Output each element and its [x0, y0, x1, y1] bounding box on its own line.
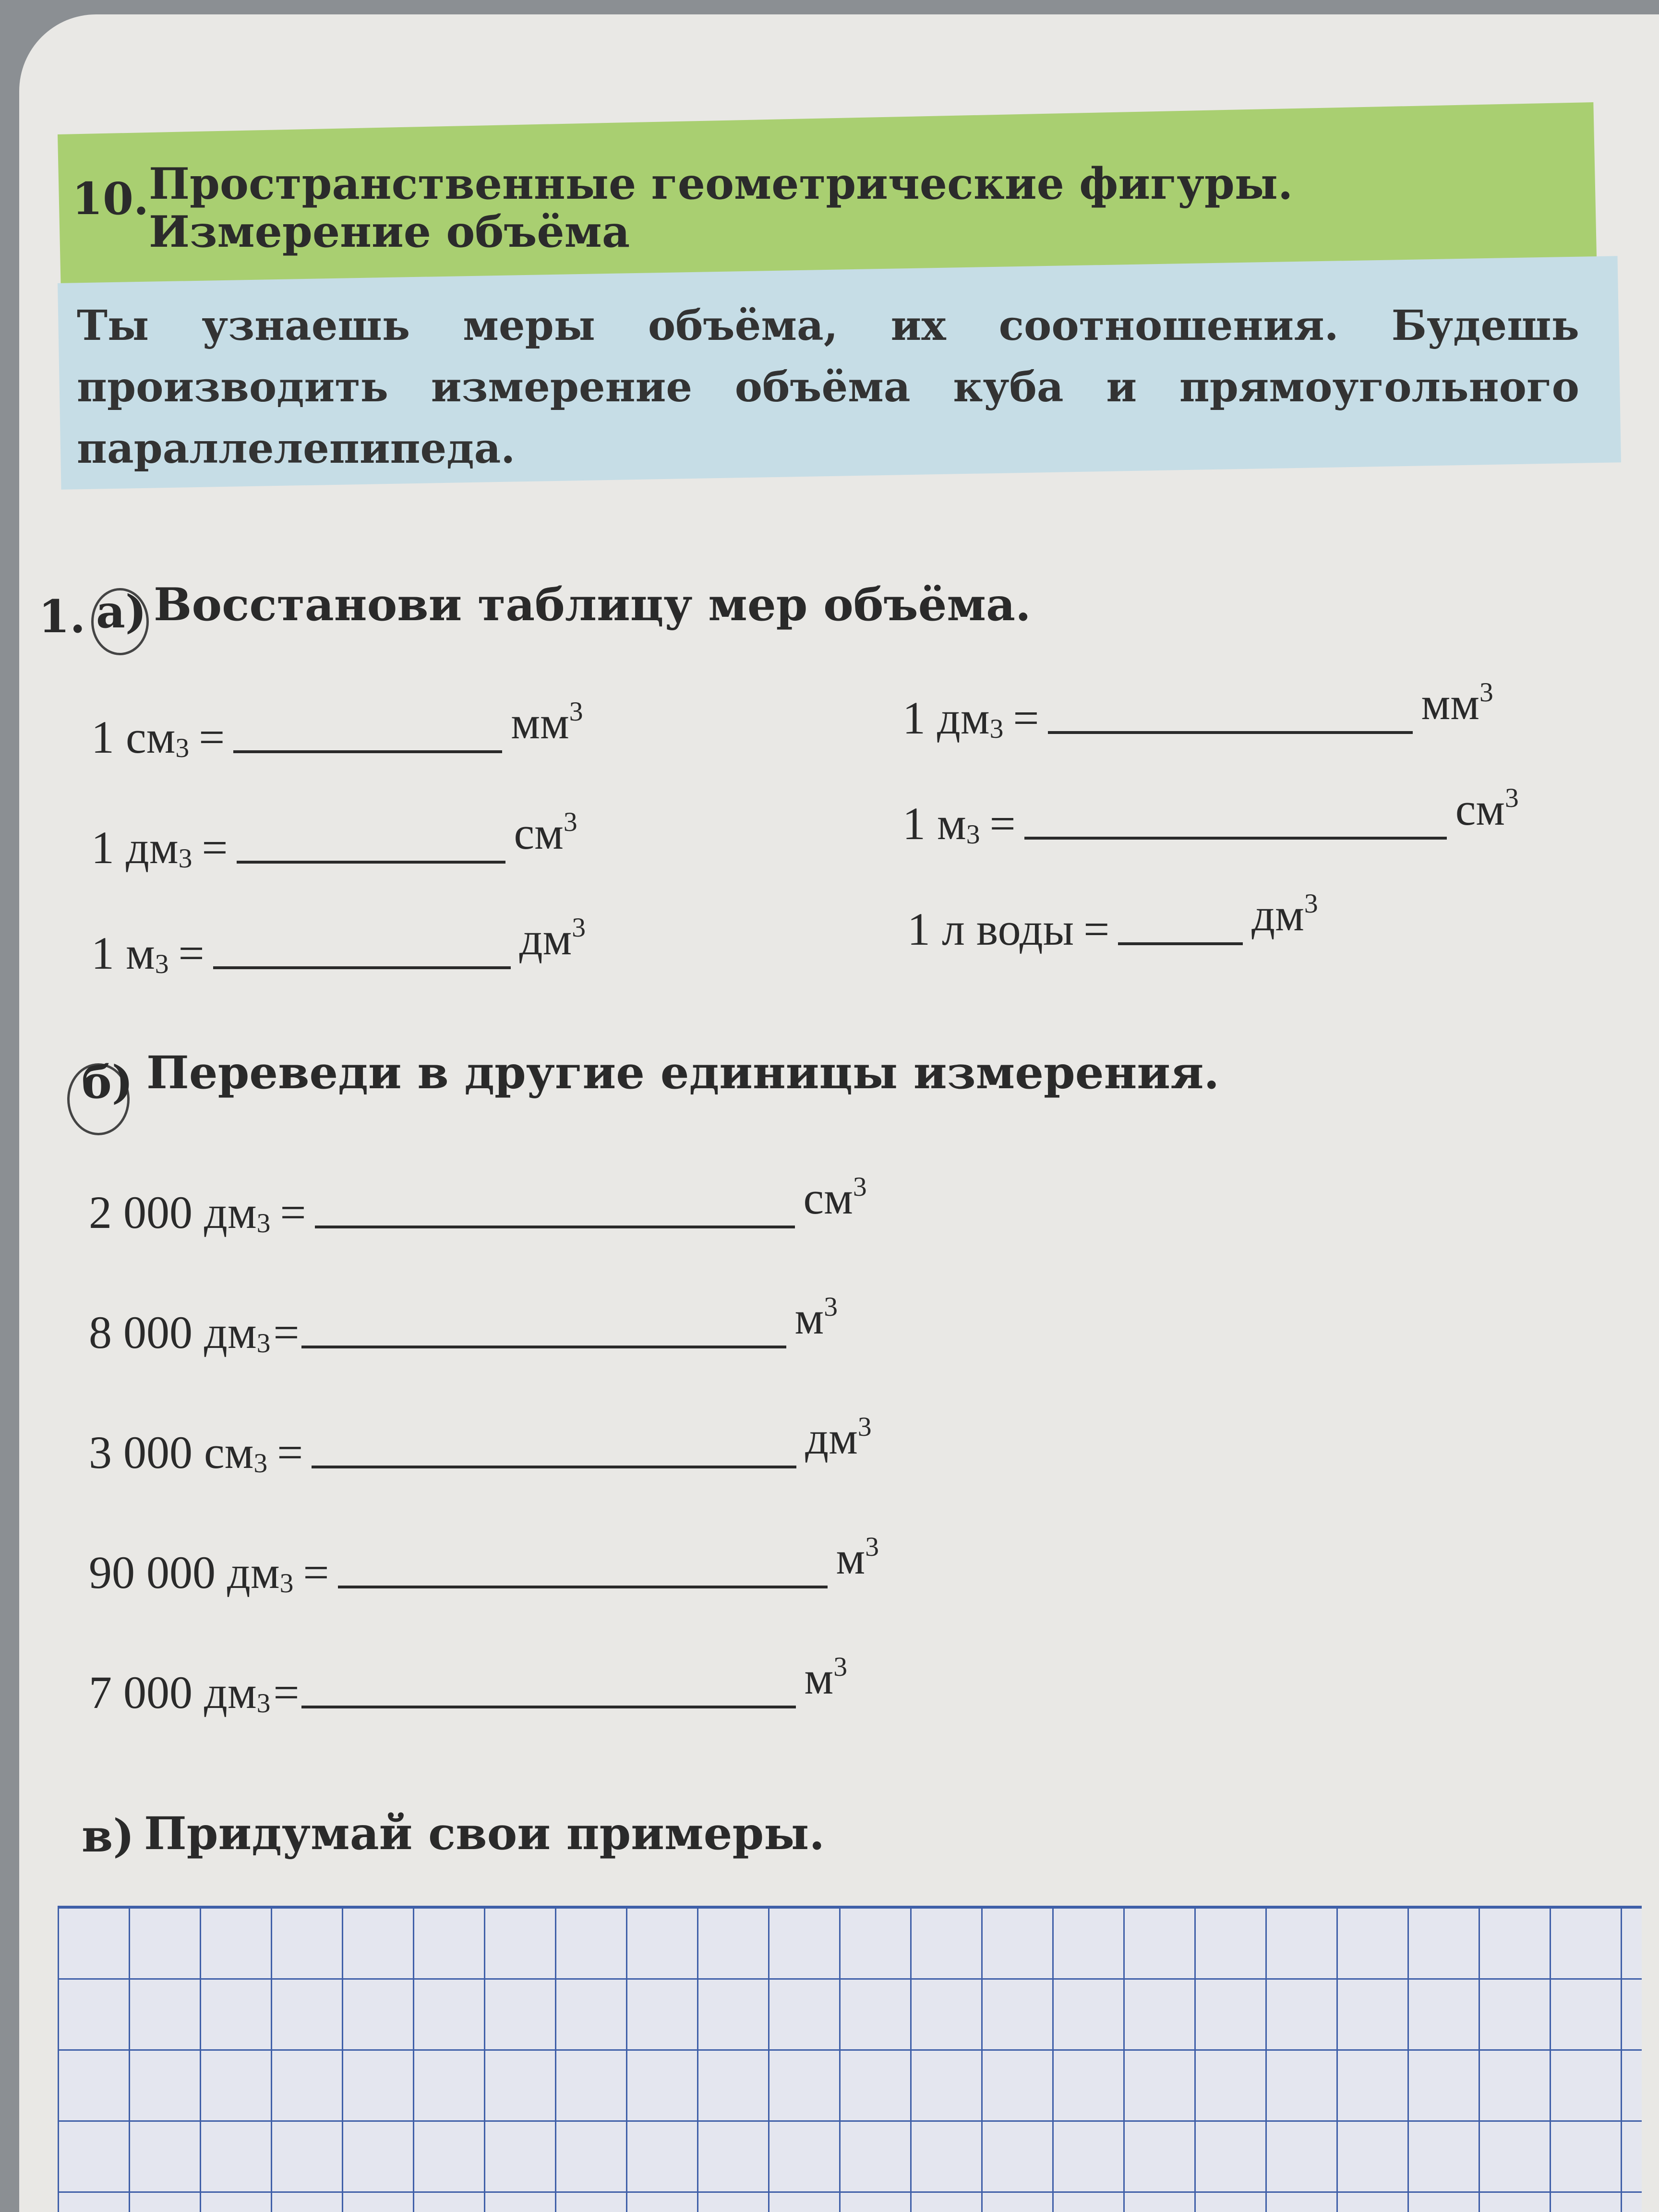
exponent: 3 — [178, 843, 192, 874]
squared-answer-grid[interactable] — [58, 1906, 1642, 2212]
equation-lhs: 1 м — [902, 798, 966, 849]
equation-lhs: 1 м — [91, 927, 155, 979]
lesson-title-line1: Пространственные геометрические фигуры. — [149, 158, 1293, 209]
equation-row — [89, 1652, 848, 1719]
equation-row — [89, 1172, 867, 1239]
unit-exponent: 3 — [572, 913, 586, 943]
answer-blank[interactable] — [1048, 721, 1413, 734]
unit-exponent: 3 — [853, 1172, 867, 1202]
unit-label: дм — [519, 913, 572, 964]
unit-label: м — [794, 1292, 824, 1344]
answer-blank[interactable] — [301, 1696, 796, 1708]
equation-lhs: 8 000 дм — [89, 1307, 257, 1358]
equation-row — [91, 913, 586, 980]
equation-lhs: 1 дм — [91, 822, 179, 873]
equation-row — [902, 783, 1519, 850]
equation-row — [902, 677, 1493, 745]
textbook-page — [19, 14, 1659, 2212]
task-number: 1. — [38, 590, 86, 643]
equation-row — [907, 889, 1318, 956]
equation-row — [91, 807, 577, 874]
unit-label: м — [836, 1532, 866, 1584]
intro-text: Ты узнаешь меры объёма, их соотношения. Будешь производить измерение объёма куба и прямоугольного параллелепипеда. — [77, 301, 1579, 473]
unit-label: дм — [1251, 889, 1304, 940]
exponent: 3 — [279, 1568, 294, 1599]
unit-label: см — [514, 807, 564, 859]
equals-sign: = — [273, 1667, 300, 1718]
exponent: 3 — [253, 1448, 268, 1479]
unit-exponent: 3 — [1479, 677, 1493, 708]
exponent: 3 — [175, 733, 190, 763]
answer-blank[interactable] — [213, 957, 511, 969]
answer-blank[interactable] — [312, 1456, 796, 1468]
exponent: 3 — [155, 949, 169, 979]
equation-lhs: 2 000 дм — [89, 1187, 257, 1238]
equation-row — [89, 1292, 838, 1359]
lesson-title-line2: Измерение объёма — [149, 206, 630, 257]
part-b-instruction: Переведи в другие единицы измерения. — [146, 1046, 1220, 1099]
equals-sign: = — [280, 1187, 306, 1238]
part-a-label: а) — [96, 586, 147, 638]
unit-exponent: 3 — [1505, 783, 1519, 813]
equation-lhs: 1 дм — [902, 692, 990, 744]
exponent: 3 — [256, 1688, 271, 1719]
equals-sign: = — [303, 1547, 329, 1598]
unit-label: м — [804, 1652, 834, 1704]
unit-label: мм — [511, 697, 569, 748]
answer-blank[interactable] — [315, 1216, 795, 1228]
answer-blank[interactable] — [338, 1576, 828, 1588]
exponent: 3 — [989, 714, 1004, 744]
equation-lhs: 1 см — [91, 711, 176, 763]
equation-lhs: 90 000 дм — [89, 1547, 280, 1598]
equation-row — [91, 697, 583, 764]
answer-blank[interactable] — [1118, 933, 1243, 945]
unit-label: мм — [1421, 678, 1480, 729]
equals-sign: = — [1013, 692, 1039, 744]
equation-lhs: 7 000 дм — [89, 1667, 257, 1718]
equals-sign: = — [202, 822, 228, 873]
equals-sign: = — [989, 798, 1016, 849]
unit-label: дм — [805, 1412, 858, 1464]
lesson-number: 10. — [72, 173, 149, 225]
exponent: 3 — [256, 1208, 271, 1238]
part-c-label: в) — [82, 1810, 134, 1863]
equals-sign: = — [199, 711, 225, 763]
answer-blank[interactable] — [233, 741, 502, 753]
unit-label: см — [1455, 783, 1505, 835]
equation-lhs: 1 л воды — [907, 903, 1074, 955]
equation-row — [89, 1532, 879, 1599]
unit-exponent: 3 — [569, 697, 583, 727]
unit-exponent: 3 — [833, 1652, 848, 1682]
part-c-instruction: Придумай свои примеры. — [144, 1807, 825, 1860]
equals-sign: = — [273, 1307, 300, 1358]
equals-sign: = — [178, 927, 204, 979]
unit-exponent: 3 — [824, 1292, 838, 1322]
answer-blank[interactable] — [1024, 827, 1447, 840]
answer-blank[interactable] — [237, 851, 505, 864]
equation-row — [89, 1412, 872, 1479]
unit-exponent: 3 — [865, 1532, 879, 1562]
equals-sign: = — [277, 1427, 303, 1478]
exponent: 3 — [966, 819, 980, 850]
unit-label: см — [803, 1172, 853, 1224]
unit-exponent: 3 — [563, 807, 577, 837]
answer-blank[interactable] — [301, 1336, 786, 1348]
equation-lhs: 3 000 см — [89, 1427, 254, 1478]
exponent: 3 — [256, 1328, 271, 1358]
part-b-label: б) — [82, 1056, 133, 1109]
equals-sign: = — [1083, 903, 1110, 955]
unit-exponent: 3 — [1304, 889, 1318, 919]
part-a-instruction: Восстанови таблицу мер объёма. — [154, 578, 1031, 631]
unit-exponent: 3 — [857, 1412, 872, 1442]
